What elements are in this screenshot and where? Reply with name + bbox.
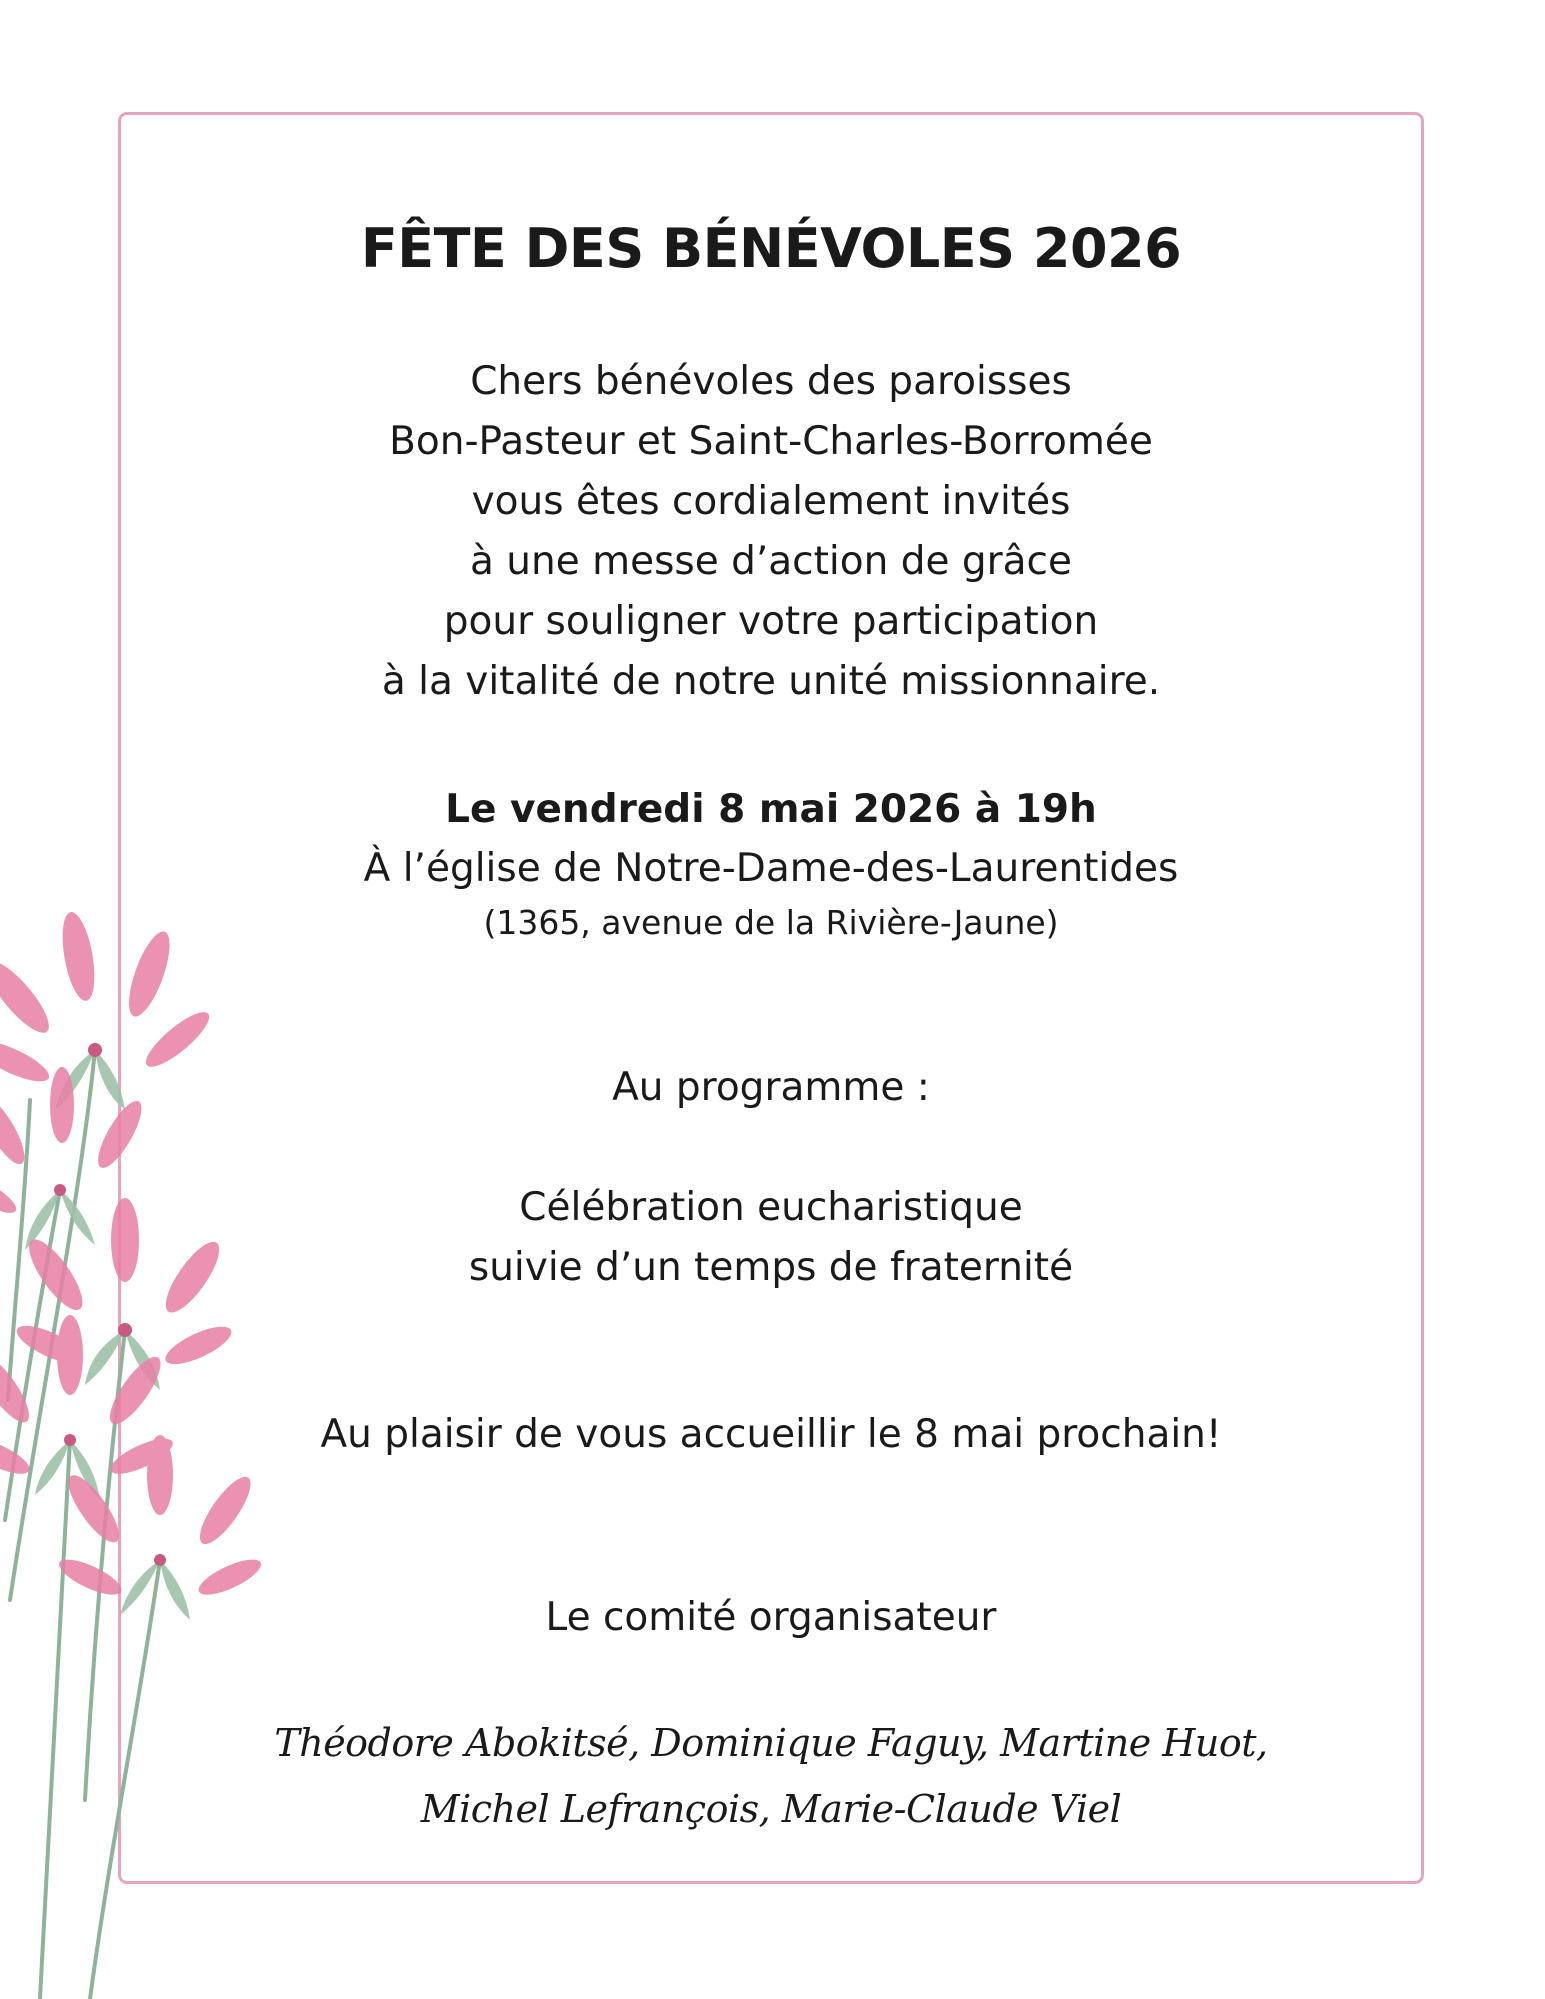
signature-line: Michel Lefrançois, Marie-Claude Viel — [420, 1787, 1122, 1831]
program-line: suivie d’un temps de fraternité — [468, 1245, 1074, 1290]
intro-line: à la vitalité de notre unité missionnaire. — [381, 659, 1161, 704]
intro-line: Chers bénévoles des paroisses — [470, 359, 1072, 404]
program-heading: Au programme : — [612, 1065, 930, 1110]
intro-line: Bon-Pasteur et Saint-Charles-Borromée — [389, 419, 1153, 464]
closing-line: Au plaisir de vous accueillir le 8 mai prochain! — [320, 1412, 1222, 1457]
program-line: Célébration eucharistique — [519, 1185, 1023, 1230]
intro-paragraph — [118, 352, 1424, 712]
intro-line: pour souligner votre participation — [443, 599, 1099, 644]
event-date: Le vendredi 8 mai 2026 à 19h — [445, 787, 1097, 832]
signature-line: Théodore Abokitsé, Dominique Faguy, Martine Huot, — [274, 1721, 1268, 1765]
intro-line: vous êtes cordialement invités — [471, 479, 1071, 524]
event-address: (1365, avenue de la Rivière-Jaune) — [483, 903, 1059, 942]
program-list — [118, 1178, 1424, 1298]
committee-label: Le comité organisateur — [545, 1595, 997, 1640]
event-place: À l’église de Notre-Dame-des-Laurentides — [363, 846, 1179, 891]
committee-signatures — [118, 1710, 1424, 1842]
intro-line: à une messe d’action de grâce — [469, 539, 1072, 584]
page-title: FÊTE DES BÉNÉVOLES 2026 — [360, 217, 1182, 280]
